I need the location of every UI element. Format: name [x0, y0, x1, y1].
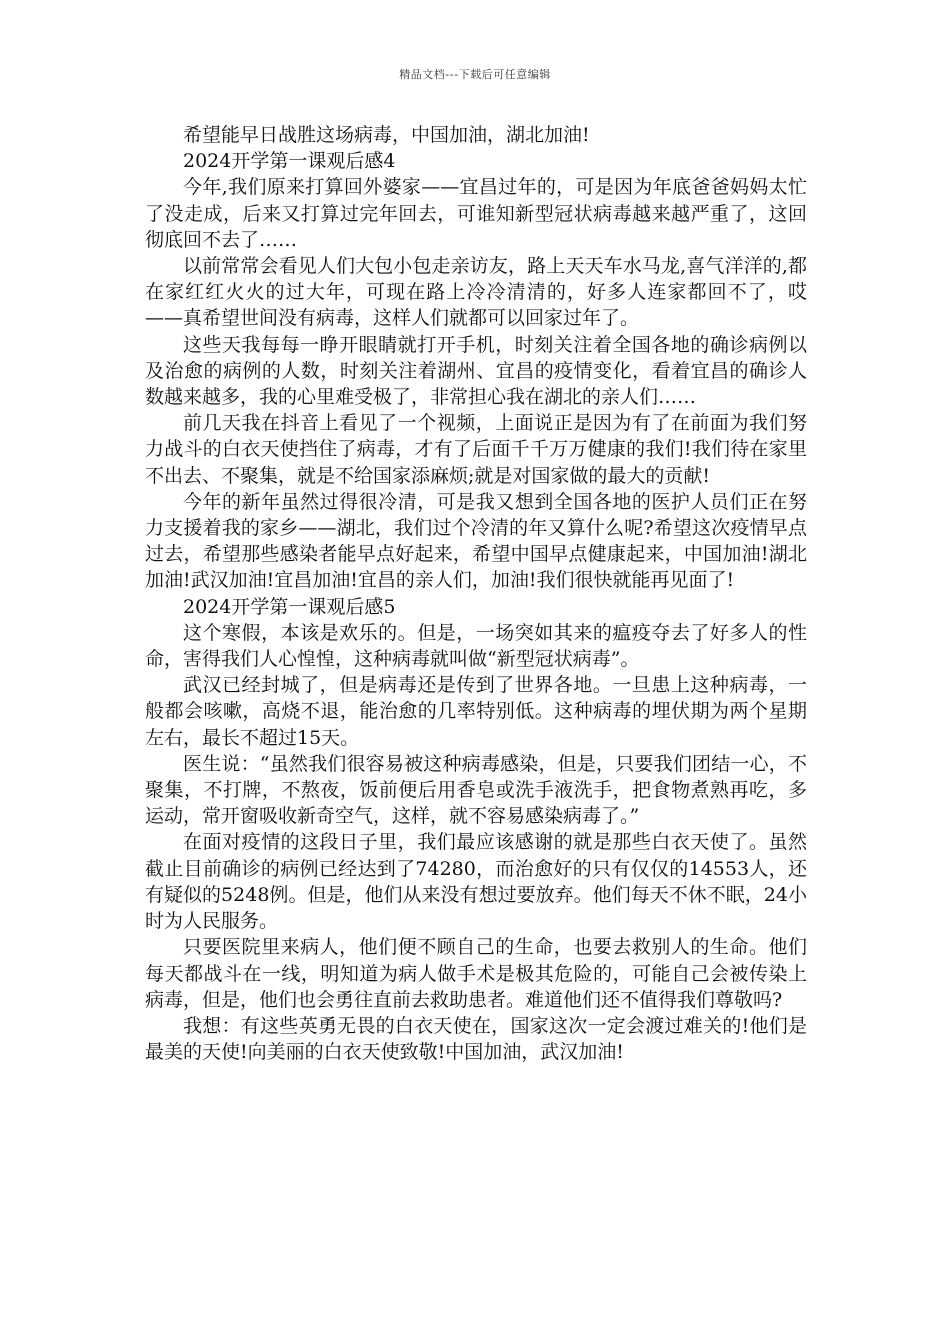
paragraph: 只要医院里来病人，他们便不顾自己的生命，也要去救别人的生命。他们每天都战斗在一线，明知道为病人做手术是极其危险的，可能自己会被传染上病毒，但是，他们也会勇往直前去救助患者。难道他们还不值得我们尊敬吗? [145, 936, 807, 1011]
paragraph: 这个寒假，本该是欢乐的。但是，一场突如其来的瘟疫夺去了好多人的性命，害得我们人心惶惶，这种病毒就叫做“新型冠状病毒”。 [145, 621, 807, 671]
section-heading: 2024开学第一课观后感5 [183, 595, 396, 618]
paragraph: 武汉已经封城了，但是病毒还是传到了世界各地。一旦患上这种病毒，一般都会咳嗽，高烧不退，能治愈的几率特别低。这种病毒的埋伏期为两个星期左右，最长不超过15天。 [145, 674, 807, 749]
paragraph: 以前常常会看见人们大包小包走亲访友，路上天天车水马龙,喜气洋洋的,都在家红红火火的过大年，可现在路上冷冷清清的，好多人连家都回不了，哎——真希望世间没有病毒，这样人们就都可以回家过年了。 [145, 255, 807, 330]
page-header: 精品文档---下载后可任意编辑 [399, 68, 551, 81]
document-body [145, 122, 807, 1065]
paragraph: 我想：有这些英勇无畏的白衣天使在，国家这次一定会渡过难关的!他们是最美的天使!向美丽的白衣天使致敬!中国加油，武汉加油! [145, 1014, 807, 1064]
paragraph: 今年,我们原来打算回外婆家——宜昌过年的，可是因为年底爸爸妈妈太忙了没走成，后来又打算过完年回去，可谁知新型冠状病毒越来越严重了，这回彻底回不去了…… [145, 176, 807, 251]
paragraph: 在面对疫情的这段日子里，我们最应该感谢的就是那些白衣天使了。虽然截止目前确诊的病例已经达到了74280，而治愈好的只有仅仅的14553人，还有疑似的5248例。但是，他们从来没有想过要放弃。他们每天不休不眠，24小时为人民服务。 [145, 831, 807, 933]
section-heading: 2024开学第一课观后感4 [183, 150, 396, 173]
paragraph: 医生说：“虽然我们很容易被这种病毒感染，但是，只要我们团结一心，不聚集，不打牌，不熬夜，饭前便后用香皂或洗手液洗手，把食物煮熟再吃，多运动，常开窗吸收新奇空气，这样，就不容易感染病毒了。” [145, 752, 807, 828]
paragraph: 前几天我在抖音上看见了一个视频，上面说正是因为有了在前面为我们努力战斗的白衣天使挡住了病毒，才有了后面千千万万健康的我们!我们待在家里不出去、不聚集，就是不给国家添麻烦;就是对国家做的最大的贡献! [145, 412, 807, 487]
paragraph: 今年的新年虽然过得很冷清，可是我又想到全国各地的医护人员们正在努力支援着我的家乡——湖北，我们过个冷清的年又算什么呢?希望这次疫情早点过去，希望那些感染者能早点好起来，希望中国早点健康起来，中国加油!湖北加油!武汉加油!宜昌加油!宜昌的亲人们，加油!我们很快就能再见面了! [145, 490, 807, 592]
paragraph: 希望能早日战胜这场病毒，中国加油，湖北加油! [183, 124, 590, 146]
paragraph: 这些天我每每一睁开眼睛就打开手机，时刻关注着全国各地的确诊病例以及治愈的病例的人数，时刻关注着湖州、宜昌的疫情变化，看着宜昌的确诊人数越来越多，我的心里难受极了，非常担心我在湖北的亲人们…… [145, 333, 807, 409]
